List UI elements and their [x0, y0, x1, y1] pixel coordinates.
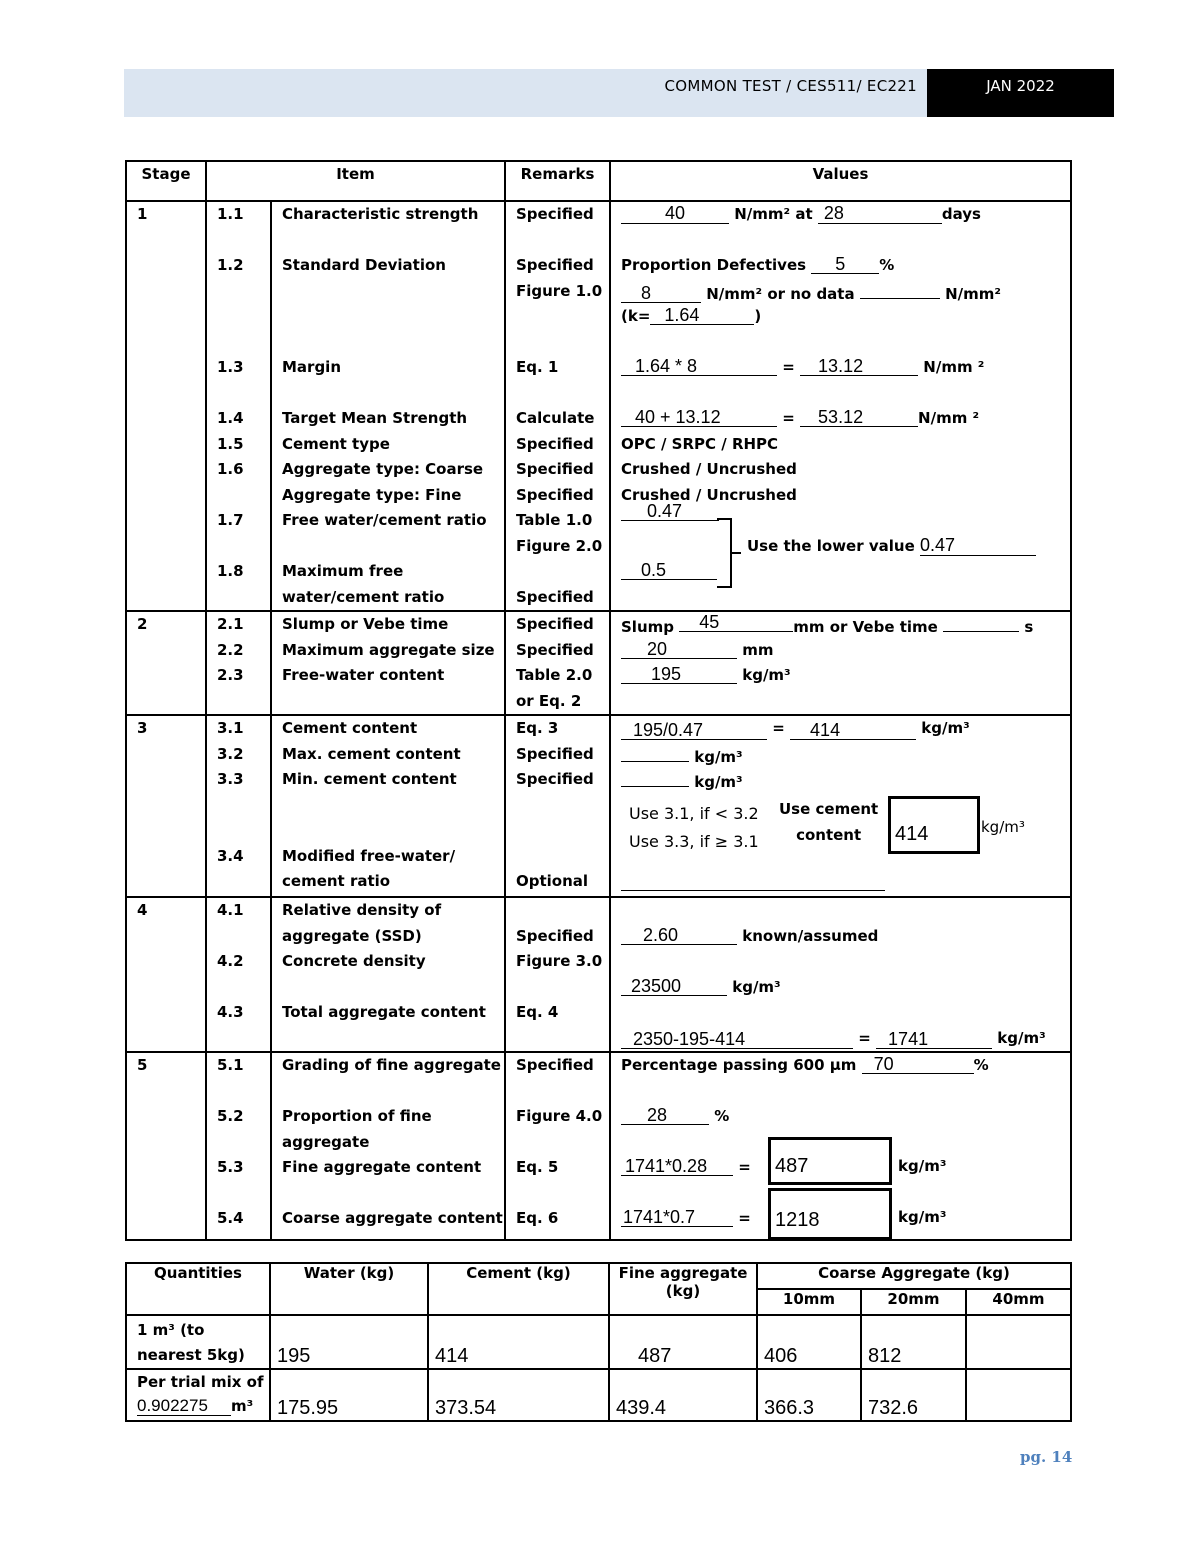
item-label: Grading of fine aggregate [282, 1056, 501, 1074]
days-value[interactable]: 28 [818, 204, 942, 224]
label-text: Per trial mix of [137, 1373, 264, 1391]
max-cement-blank[interactable] [621, 742, 689, 762]
item-label: Total aggregate content [282, 1003, 486, 1021]
coarse40-1m3[interactable] [966, 1315, 1071, 1369]
rule-text: Use 3.3, if ≥ 3.1 [629, 832, 759, 851]
vebe-time-blank[interactable] [943, 612, 1019, 632]
item-no: 2.2 [217, 640, 244, 659]
item-no: 1.4 [217, 409, 244, 427]
remark: Eq. 6 [516, 1209, 559, 1227]
stage-number: 1 [137, 205, 148, 223]
unit-text: kg/m³ [694, 747, 743, 766]
cement-content-formula[interactable]: 195/0.47 [621, 721, 767, 740]
item-no: 5.4 [217, 1209, 244, 1227]
cement-content-value[interactable]: 414 [790, 721, 916, 740]
no-data-blank[interactable] [860, 279, 940, 299]
item-no: 1.6 [217, 460, 244, 478]
fine-aggregate-box[interactable]: 487 [768, 1137, 892, 1185]
item-label: Modified free-water/ [282, 846, 456, 865]
unit-text: % [714, 1107, 730, 1125]
brace-icon [715, 517, 743, 595]
coarse40-trial[interactable] [966, 1369, 1071, 1421]
item-no: 1.1 [217, 205, 244, 223]
item-no: 3.4 [217, 846, 244, 865]
unit-text: mm [742, 640, 774, 659]
water-trial[interactable]: 175.95 [270, 1369, 428, 1421]
remark: Specified [516, 587, 594, 606]
label-text: 1 m³ (to [137, 1321, 205, 1339]
page-number: pg. 14 [1020, 1448, 1073, 1466]
coarse-aggregate-options[interactable]: Crushed / Uncrushed [621, 460, 797, 478]
item-label: Min. cement content [282, 770, 457, 788]
mix-design-table [125, 160, 1072, 1241]
remark: Eq. 3 [516, 719, 559, 737]
margin-value[interactable]: 13.12 [800, 357, 918, 376]
total-aggregate-value[interactable]: 1741 [876, 1030, 992, 1049]
fine-aggregate-header [609, 1263, 757, 1315]
item-label: Characteristic strength [282, 205, 479, 223]
item-label: aggregate (SSD) [282, 926, 422, 945]
item-label: cement ratio [282, 872, 391, 890]
unit-text: N/mm ² [918, 409, 980, 427]
col-stage: Stage [126, 161, 206, 201]
item-no: 3.3 [217, 770, 244, 788]
std-dev-value[interactable]: 8 [621, 284, 701, 303]
item-label: aggregate [282, 1132, 370, 1151]
target-mean-formula[interactable]: 40 + 13.12 [621, 408, 777, 427]
label-text: Slump [621, 618, 674, 636]
unit-text: % [973, 1056, 989, 1074]
cement-header: Cement (kg) [428, 1263, 609, 1315]
unit-text: % [879, 256, 895, 274]
unit-text: kg/m³ [921, 719, 970, 737]
item-label: Concrete density [282, 952, 426, 970]
item-label: Cement content [282, 719, 418, 737]
item-no: 1.7 [217, 511, 244, 529]
remark: Specified [516, 434, 594, 453]
water-1m3[interactable]: 195 [270, 1315, 428, 1369]
concrete-density-value[interactable]: 23500 [621, 977, 727, 996]
proportion-defectives-value[interactable]: 5 [811, 255, 879, 274]
item-no: 2.1 [217, 615, 244, 633]
item-label: Margin [282, 358, 342, 376]
free-wc-ratio-value[interactable]: 0.47 [621, 502, 719, 521]
coarse-aggregate-box[interactable]: 1218 [768, 1188, 892, 1240]
item-no: 5.2 [217, 1107, 244, 1125]
unit-text: days [941, 205, 981, 223]
percentage-passing-value[interactable]: 70 [862, 1055, 974, 1074]
rule-text: Use 3.1, if < 3.2 [629, 804, 759, 823]
label-text: content [796, 826, 862, 844]
unit-text: N/mm² [945, 284, 1001, 303]
remark: or Eq. 2 [516, 691, 582, 710]
char-strength-value[interactable]: 40 [621, 204, 729, 224]
remark: Specified [516, 770, 594, 788]
item-label: Aggregate type: Fine [282, 485, 462, 504]
fine-1m3[interactable]: 487 [609, 1315, 757, 1369]
remark: Eq. 1 [516, 358, 559, 376]
equals: = [858, 1028, 871, 1047]
remark: Specified [516, 460, 594, 478]
cement-trial[interactable]: 373.54 [428, 1369, 609, 1421]
item-label: Maximum aggregate size [282, 640, 495, 659]
unit-text: N/mm² at [734, 205, 813, 223]
item-no: 2.3 [217, 666, 244, 684]
remark: Calculate [516, 409, 595, 427]
fine-aggregate-formula[interactable]: 1741*0.28 [621, 1157, 733, 1176]
stage-3-row [126, 715, 1071, 897]
unit-text: kg/m³ [898, 1157, 947, 1175]
item-no: 5.1 [217, 1056, 244, 1074]
unit-text: kg/m³ [898, 1208, 947, 1226]
quantities-header: Quantities [126, 1263, 270, 1315]
relative-density-value[interactable]: 2.60 [621, 926, 737, 945]
item-no: 4.3 [217, 1003, 244, 1021]
remark: Specified [516, 256, 594, 274]
stage-number: 2 [137, 615, 148, 633]
label-text: nearest 5kg) [137, 1346, 245, 1364]
label-text: Percentage passing 600 µm [621, 1056, 857, 1074]
total-aggregate-formula[interactable]: 2350-195-414 [621, 1030, 853, 1049]
item-no: 1.8 [217, 562, 244, 580]
item-no: 1.2 [217, 256, 244, 274]
coarse10-1m3[interactable]: 406 [757, 1315, 861, 1369]
item-label: Free-water content [282, 666, 445, 684]
remark: Figure 3.0 [516, 952, 603, 970]
item-no: 1.5 [217, 434, 244, 453]
remark: Table 1.0 [516, 511, 593, 529]
fine-aggregate-options[interactable]: Crushed / Uncrushed [621, 485, 797, 504]
remark: Specified [516, 744, 594, 763]
unit-text: N/mm ² [923, 358, 985, 376]
unit-text: kg/m³ [742, 666, 791, 684]
fine-trial[interactable]: 439.4 [609, 1369, 757, 1421]
col-remarks: Remarks [505, 161, 610, 201]
label-text: (k= [621, 307, 651, 325]
item-label: Max. cement content [282, 744, 461, 763]
item-no: 3.2 [217, 744, 244, 763]
col-10mm: 10mm [757, 1289, 861, 1315]
table-row [126, 1369, 1071, 1421]
modified-wc-blank[interactable] [621, 890, 885, 891]
item-no: 5.3 [217, 1158, 244, 1176]
unit-text: kg/m³ [997, 1028, 1046, 1047]
col-item: Item [206, 161, 505, 201]
col-40mm: 40mm [966, 1289, 1071, 1315]
unit-text: kg/m³ [694, 773, 743, 791]
coarse-aggregate-header: Coarse Aggregate (kg) [757, 1263, 1071, 1289]
trial-volume-value[interactable]: 0.902275 [137, 1396, 231, 1416]
k-value[interactable]: 1.64 [650, 306, 754, 325]
use-cement-label [779, 796, 878, 848]
item-label: Relative density of [282, 901, 442, 919]
row-label [126, 1369, 270, 1421]
item-label: Slump or Vebe time [282, 615, 449, 633]
page-header [124, 69, 1114, 117]
item-no: 4.1 [217, 901, 244, 919]
label-text: known/assumed [742, 926, 879, 945]
fine-proportion-value[interactable]: 28 [621, 1106, 709, 1125]
col-20mm: 20mm [861, 1289, 966, 1315]
remark: Specified [516, 926, 594, 945]
coarse10-trial[interactable]: 366.3 [757, 1369, 861, 1421]
unit-text: kg/m³ [981, 818, 1025, 836]
cement-1m3[interactable]: 414 [428, 1315, 609, 1369]
stage-number: 5 [137, 1056, 148, 1074]
header-text: (kg) [665, 1282, 701, 1300]
table-row [126, 1315, 1071, 1369]
quantities-table [125, 1262, 1072, 1422]
slump-value[interactable]: 45 [679, 613, 793, 632]
header-title: COMMON TEST / CES511/ EC221 [664, 77, 917, 95]
item-label: Free water/cement ratio [282, 511, 487, 529]
unit-text: kg/m³ [732, 977, 781, 996]
remark: Specified [516, 640, 594, 659]
item-label: Target Mean Strength [282, 409, 468, 427]
equals: = [738, 1209, 751, 1227]
stage-number: 4 [137, 901, 148, 919]
cement-rule [629, 800, 759, 856]
remark: Specified [516, 1056, 594, 1074]
stage-number: 3 [137, 719, 148, 737]
item-label: Proportion of fine [282, 1107, 432, 1125]
label-text: Use the lower value [747, 536, 915, 555]
equals: = [782, 358, 795, 376]
equals: = [782, 409, 795, 427]
coarse20-1m3[interactable]: 812 [861, 1315, 966, 1369]
lower-wc-value[interactable]: 0.47 [920, 536, 1036, 556]
item-label: Aggregate type: Coarse [282, 460, 484, 478]
item-no: 4.2 [217, 952, 244, 970]
item-label: water/cement ratio [282, 587, 445, 606]
coarse-aggregate-formula[interactable]: 1741*0.7 [621, 1208, 733, 1227]
target-mean-value[interactable]: 53.12 [800, 408, 918, 427]
label-text: mm or Vebe time [793, 618, 938, 636]
label-text: N/mm² or no data [706, 284, 855, 303]
item-label: Standard Deviation [282, 256, 446, 274]
remark: Specified [516, 205, 594, 223]
max-aggregate-size-value[interactable]: 20 [621, 640, 737, 659]
cement-type-options[interactable]: OPC / SRPC / RHPC [621, 434, 779, 453]
remark: Table 2.0 [516, 666, 593, 684]
remark: Specified [516, 615, 594, 633]
label-text: ) [754, 307, 762, 325]
remark: Figure 2.0 [516, 536, 603, 555]
water-header: Water (kg) [270, 1263, 428, 1315]
cement-content-box[interactable]: 414 [888, 796, 980, 854]
item-label: Coarse aggregate content [282, 1209, 503, 1227]
remark: Figure 4.0 [516, 1107, 603, 1125]
stage-4-row [126, 897, 1071, 1052]
remark: Specified [516, 485, 594, 504]
item-no: 3.1 [217, 719, 244, 737]
label-text: Proportion Defectives [621, 256, 807, 274]
remark: Figure 1.0 [516, 281, 603, 300]
item-label: Maximum free [282, 562, 404, 580]
header-date: JAN 2022 [927, 69, 1114, 117]
max-wc-ratio-value[interactable]: 0.5 [621, 561, 717, 580]
stage-2-row [126, 611, 1071, 715]
stage-5-row [126, 1052, 1071, 1240]
unit-text: m³ [231, 1397, 254, 1415]
equals: = [738, 1158, 751, 1176]
row-label [126, 1315, 270, 1369]
header-text: Fine aggregate [618, 1264, 748, 1282]
item-label: Fine aggregate content [282, 1158, 482, 1176]
remark: Eq. 5 [516, 1158, 559, 1176]
equals: = [772, 719, 785, 737]
unit-text: s [1024, 618, 1034, 636]
min-cement-blank[interactable] [621, 767, 689, 787]
margin-formula[interactable]: 1.64 * 8 [621, 357, 777, 376]
col-values: Values [610, 161, 1071, 201]
remark: Optional [516, 872, 589, 890]
label-text: Use cement [779, 800, 879, 818]
stage-1-row [126, 201, 1071, 611]
free-water-content-value[interactable]: 195 [621, 665, 737, 684]
item-no: 1.3 [217, 358, 244, 376]
remark: Eq. 4 [516, 1003, 559, 1021]
coarse20-trial[interactable]: 732.6 [861, 1369, 966, 1421]
item-label: Cement type [282, 434, 390, 453]
